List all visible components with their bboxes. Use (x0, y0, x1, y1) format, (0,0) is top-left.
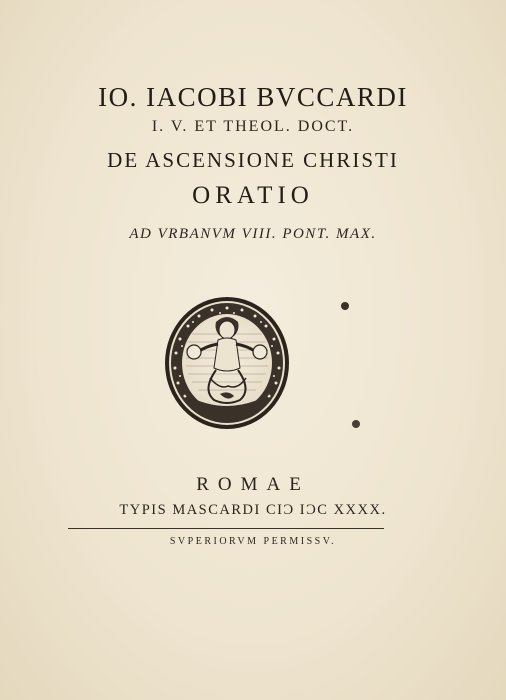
genre-line: ORATIO (192, 182, 314, 209)
degree-line: I. V. ET THEOL. DOCT. (151, 118, 355, 135)
ink-blot (352, 420, 360, 428)
divider-rule (68, 528, 384, 529)
permission-line: SVPERIORVM PERMISSV. (169, 536, 337, 547)
dedication-line: AD VRBANVM VIII. PONT. MAX. (129, 226, 377, 242)
printer-line: TYPIS MASCARDI CIϽ IϽC XXXX. (119, 502, 387, 518)
author-line: IO. IACOBI BVCCARDI (98, 82, 408, 112)
printers-device-emblem (162, 294, 292, 432)
subject-line: DE ASCENSIONE CHRISTI (107, 148, 399, 172)
ink-blot (341, 302, 349, 310)
place-line: ROMAE (196, 474, 310, 495)
